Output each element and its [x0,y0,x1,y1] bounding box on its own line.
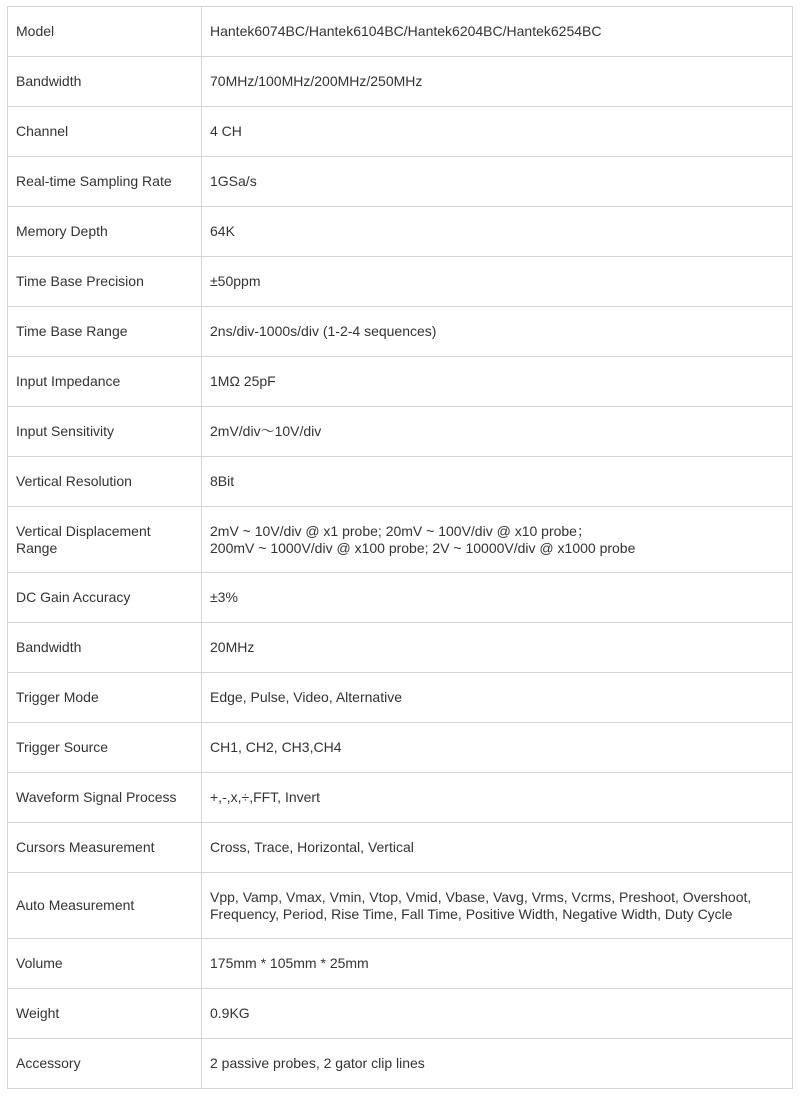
spec-label: Weight [8,989,202,1039]
spec-label: Time Base Range [8,307,202,357]
table-row [8,1039,793,1089]
spec-label: Bandwidth [8,57,202,107]
spec-value-line: 200mV ~ 1000V/div @ x100 probe; 2V ~ 10000V/div @ x1000 probe [210,539,636,556]
spec-label: DC Gain Accuracy [8,573,202,623]
table-row [8,107,793,157]
spec-value: 1MΩ 25pF [202,357,793,407]
spec-value: 175mm * 105mm * 25mm [202,939,793,989]
spec-label: Input Sensitivity [8,407,202,457]
spec-value: 4 CH [202,107,793,157]
spec-value: 2mV/div～10V/div [202,407,793,457]
spec-label: Time Base Precision [8,257,202,307]
spec-label: Trigger Mode [8,673,202,723]
spec-label: Vertical Resolution [8,457,202,507]
spec-value: 0.9KG [202,989,793,1039]
spec-value-line: 2mV ~ 10V/div @ x1 probe; 20mV ~ 100V/div @ x10 probe； [210,522,591,539]
table-row [8,989,793,1039]
table-row [8,457,793,507]
spec-label: Volume [8,939,202,989]
table-row [8,407,793,457]
table-row [8,723,793,773]
table-row [8,873,793,939]
table-row [8,623,793,673]
spec-table [7,6,793,1089]
spec-value: Cross, Trace, Horizontal, Vertical [202,823,793,873]
spec-label: Bandwidth [8,623,202,673]
spec-label: Real-time Sampling Rate [8,157,202,207]
spec-label: Cursors Measurement [8,823,202,873]
table-row [8,357,793,407]
spec-label: Model [8,7,202,57]
spec-label: Memory Depth [8,207,202,257]
table-row [8,773,793,823]
spec-value: +,-,x,÷,FFT, Invert [202,773,793,823]
spec-value-line: Vpp, Vamp, Vmax, Vmin, Vtop, Vmid, Vbase, Vavg, Vrms, Vcrms, Preshoot, Overshoot, [210,888,752,905]
spec-label: Waveform Signal Process [8,773,202,823]
spec-value: CH1, CH2, CH3,CH4 [202,723,793,773]
table-row [8,939,793,989]
table-row [8,573,793,623]
spec-label: Channel [8,107,202,157]
spec-value [202,507,793,573]
spec-value [202,873,793,939]
spec-value: 20MHz [202,623,793,673]
spec-label: Accessory [8,1039,202,1089]
spec-label: Trigger Source [8,723,202,773]
spec-value: 64K [202,207,793,257]
table-row [8,307,793,357]
table-row [8,157,793,207]
table-row [8,207,793,257]
spec-value: 1GSa/s [202,157,793,207]
spec-value: 2 passive probes, 2 gator clip lines [202,1039,793,1089]
spec-value-line: Frequency, Period, Rise Time, Fall Time, Positive Width, Negative Width, Duty Cycle [210,905,733,922]
table-row [8,7,793,57]
table-row [8,257,793,307]
spec-value: 70MHz/100MHz/200MHz/250MHz [202,57,793,107]
table-row [8,57,793,107]
spec-value: ±50ppm [202,257,793,307]
spec-value: 2ns/div-1000s/div (1-2-4 sequences) [202,307,793,357]
spec-value: Hantek6074BC/Hantek6104BC/Hantek6204BC/Hantek6254BC [202,7,793,57]
spec-value: 8Bit [202,457,793,507]
spec-label: Input Impedance [8,357,202,407]
table-row [8,507,793,573]
spec-value: ±3% [202,573,793,623]
spec-label: Auto Measurement [8,873,202,939]
table-row [8,823,793,873]
table-row [8,673,793,723]
spec-label: Vertical Displacement Range [8,507,202,573]
spec-value: Edge, Pulse, Video, Alternative [202,673,793,723]
